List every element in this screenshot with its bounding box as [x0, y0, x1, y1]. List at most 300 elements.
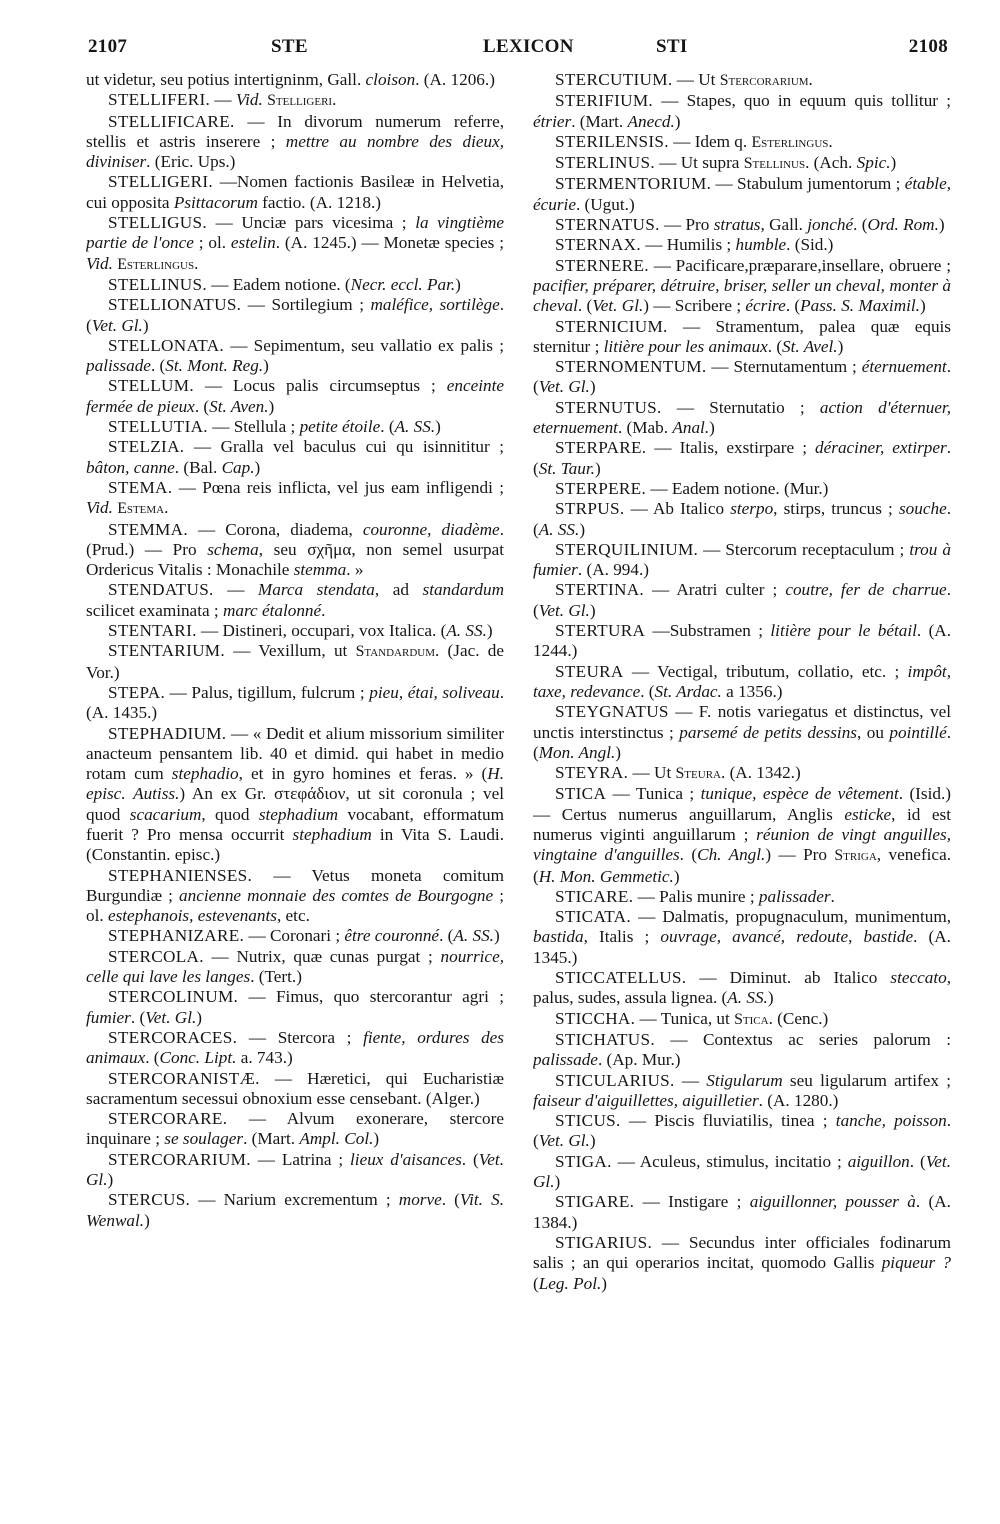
entry-text: . (: [785, 296, 801, 316]
entry-text: — Vexillum, ut: [224, 641, 356, 661]
italic-gloss: Psittacorum: [173, 192, 258, 212]
entry-text: . (: [441, 1190, 460, 1210]
dictionary-entry: [86, 580, 504, 621]
dictionary-entry: [533, 907, 951, 968]
italic-gloss: stephadio: [171, 764, 239, 784]
entry-text: — Unciæ pars vicesima ;: [206, 213, 416, 233]
entry-text: ): [142, 315, 149, 335]
entry-text: scilicet examinata ;: [86, 600, 223, 620]
entry-text: —: [210, 90, 236, 110]
entry-text: . (: [130, 1007, 146, 1027]
italic-gloss: litière pour les animaux: [603, 336, 768, 356]
entry-text: —: [213, 580, 258, 600]
headword: STERCUS.: [108, 1190, 191, 1210]
entry-text: ): [674, 111, 681, 131]
italic-gloss: estephanois, estevenants: [107, 906, 277, 926]
dictionary-entry: [533, 70, 951, 91]
headword: STELLUM.: [108, 376, 194, 396]
italic-gloss: couronne, diadème: [362, 519, 500, 539]
entry-text: — Distineri, occupari, vox Italica. (: [196, 621, 447, 641]
entry-text: — Instigare ;: [634, 1192, 750, 1212]
italic-gloss: se soulager: [164, 1129, 244, 1149]
entry-text: — Locus palis circumseptus ;: [193, 376, 447, 396]
italic-gloss: Vet. Gl.: [538, 1131, 590, 1151]
dictionary-entry: [533, 479, 951, 499]
italic-gloss: Mon. Angl.: [538, 742, 616, 762]
entry-text: — Diminut. ab Italico: [686, 968, 891, 988]
entry-text: . (Ugut.): [575, 194, 635, 214]
dictionary-entry: [86, 1150, 504, 1191]
entry-text: . (A. 1244.): [533, 621, 951, 661]
entry-text: , venefica. (: [533, 845, 951, 886]
italic-gloss: marc étalonné: [222, 600, 322, 620]
entry-text: ): [493, 926, 500, 946]
entry-text: , id est numerus viginti anguillarum ;: [533, 804, 951, 844]
entry-text: — Humilis ;: [640, 235, 736, 255]
headword: STELLUTIA.: [108, 417, 208, 437]
entry-text: . (Ap. Mur.): [597, 1050, 681, 1070]
entry-text: — Dalmatis, propugnaculum, munimentum,: [630, 907, 951, 927]
entry-text: . (: [533, 1111, 951, 1151]
italic-gloss: jonché: [807, 215, 854, 235]
italic-gloss: souche: [898, 499, 947, 519]
entry-text: a. 743.): [236, 1048, 293, 1068]
entry-text: . (Eric. Ups.): [146, 152, 236, 172]
italic-gloss: Vet. Gl.: [538, 377, 590, 397]
dictionary-entry: [533, 499, 951, 540]
italic-gloss: réunion de vingt anguilles, vingtaine d'anguilles: [533, 824, 951, 865]
dictionary-entry: [86, 437, 504, 478]
dictionary-entry: [86, 866, 504, 927]
entry-text: in Vita S. Laudi. (Constantin. episc.): [86, 824, 504, 865]
dictionary-entry: [533, 540, 951, 581]
entry-text: , seu σχῆμα, non semel usurpat Ordericus Vitalis : Monachile: [86, 539, 504, 580]
italic-gloss: Vid.: [86, 498, 113, 518]
dictionary-entry: [533, 256, 951, 317]
entry-text: . (Prud.) — Pro: [86, 519, 504, 559]
dictionary-entry: [86, 336, 504, 377]
italic-gloss: écrire: [745, 296, 786, 316]
headword: STENTARIUM.: [108, 641, 225, 661]
headword: STERCORANISTÆ.: [108, 1068, 260, 1088]
headword: STERCOLA.: [108, 946, 204, 966]
entry-text: . (Mart.: [571, 111, 628, 131]
entry-text: — Secundus inter officiales fodinarum salis ; an qui operarios incitat, quomodo Gallis: [533, 1232, 951, 1273]
entry-text: .: [321, 600, 326, 620]
italic-gloss: déraciner, extirper: [815, 438, 947, 458]
italic-gloss: palissader: [758, 886, 831, 906]
entry-text: a 1356.): [721, 681, 783, 701]
italic-gloss: Anal.: [672, 418, 710, 438]
italic-gloss: schema: [207, 539, 259, 559]
entry-text: — Corona, diadema,: [187, 519, 363, 539]
italic-gloss: litière pour le bétail: [770, 621, 917, 641]
headword: STICATA.: [555, 907, 631, 927]
entry-text: — Palus, tigillum, fulcrum ;: [165, 682, 370, 702]
entry-text: ): [890, 153, 897, 173]
italic-gloss: estelin: [230, 233, 276, 253]
entry-text: ): [373, 1129, 380, 1149]
italic-gloss: Vid.: [86, 253, 113, 273]
italic-gloss: coutre, fer de charrue: [785, 580, 947, 600]
italic-gloss: fumier: [86, 1007, 131, 1027]
italic-gloss: tunique, espèce de vêtement: [700, 784, 899, 804]
italic-gloss: humble: [735, 235, 787, 255]
entry-text: . (Cenc.): [768, 1008, 829, 1028]
entry-text: factio. (A. 1218.): [257, 192, 382, 212]
entry-text: — Alvum exonerare, stercore inquinare ;: [86, 1109, 504, 1149]
headword: STICCATELLUS.: [555, 968, 687, 988]
italic-gloss: St. Ardac.: [654, 681, 722, 701]
italic-gloss: A. SS.: [394, 417, 436, 437]
entry-text: . (: [533, 438, 951, 478]
entry-text: —: [674, 1070, 707, 1090]
entry-text: . (A. 1280.): [758, 1090, 839, 1110]
entry-text: ; ol.: [86, 885, 504, 926]
entry-text: ): [767, 988, 774, 1008]
italic-gloss: Ch. Angl.: [697, 845, 766, 865]
dictionary-entry: [86, 926, 504, 946]
italic-gloss: Necr. eccl. Par.: [350, 274, 456, 294]
headword: STERCORARIUM.: [108, 1149, 251, 1169]
entry-text: — Ut: [628, 763, 676, 783]
headword: STEPA.: [108, 682, 166, 702]
headword: STERMENTORIUM.: [555, 174, 712, 194]
entry-text: . (Bal.: [174, 457, 222, 477]
italic-gloss: Vet. Gl.: [592, 296, 644, 316]
entry-text: . (: [533, 722, 951, 762]
cross-reference: Esterlingus: [117, 255, 195, 273]
cross-reference: Stica: [734, 1010, 769, 1028]
entry-text: . (A. 1435.): [86, 682, 504, 723]
entry-text: . (: [150, 356, 166, 376]
headword: STEMMA.: [108, 519, 188, 539]
italic-gloss: Vet. Gl.: [538, 600, 590, 620]
dictionary-entry: [533, 1233, 951, 1294]
italic-gloss: palissade: [86, 356, 151, 376]
italic-gloss: H. episc. Autiss.: [86, 764, 504, 804]
italic-gloss: fiente, ordures des animaux: [86, 1027, 504, 1068]
entry-text: — Eadem notione. (: [206, 274, 351, 294]
headword: STEURA: [555, 661, 624, 681]
italic-gloss: ancienne monnaie des comtes de Bourgogne: [179, 885, 494, 905]
dictionary-entry: [86, 275, 504, 295]
dictionary-entry: [533, 580, 951, 621]
headword: STEPHANIENSES.: [108, 865, 253, 885]
right-guide-word: STI: [656, 36, 688, 57]
dictionary-entry: [86, 1109, 504, 1150]
headword: STERNAX.: [555, 235, 641, 255]
dictionary-entry: [533, 1111, 951, 1152]
entry-text: . (: [577, 296, 593, 316]
entry-text: vocabant, efformatum fuerit ? Pro mensa occurrit: [86, 804, 504, 844]
entry-text: , et in gyro homines et feras. » (: [238, 764, 488, 784]
dictionary-entry: [533, 215, 951, 235]
italic-gloss: action d'éternuer, eternuement: [533, 397, 951, 438]
entry-text: — « Dedit et alium missorium similiter anacteum pensantem lib. 40 et dimid. qui habet in medio rotam cum: [86, 723, 504, 784]
entry-text: ut videtur, seu potius intertigninm, Gall.: [86, 70, 366, 89]
entry-text: . (A. 1206.): [415, 70, 495, 89]
italic-gloss: St. Aven.: [209, 396, 269, 416]
entry-text: .: [164, 498, 169, 518]
headword: STIGARE.: [555, 1192, 635, 1212]
italic-gloss: cloison: [365, 70, 416, 89]
headword: STELLIFERI.: [108, 90, 211, 110]
italic-gloss: Vet. Gl.: [533, 1151, 951, 1192]
entry-text: — Ut: [672, 70, 720, 89]
headword: STERTURA: [555, 621, 646, 641]
dictionary-entry: [533, 763, 951, 784]
entry-text: — Hæretici, qui Eucharistiæ sacramentum secessui obnoxium esse censebant. (Alger.): [86, 1068, 504, 1108]
entry-text: .: [194, 253, 199, 273]
entry-text: — Aculeus, stimulus, incitatio ;: [611, 1151, 848, 1171]
headword: STERNICIUM.: [555, 316, 668, 336]
dictionary-entry: [533, 784, 951, 886]
right-page-number: 2108: [908, 36, 948, 57]
italic-gloss: aiguillon: [847, 1151, 910, 1171]
italic-gloss: A. SS.: [538, 519, 580, 539]
entry-text: ): [589, 600, 596, 620]
entry-text: . (: [439, 926, 454, 946]
dictionary-entry: [86, 621, 504, 641]
headword: STICA: [555, 784, 607, 804]
headword: STERPERE.: [555, 478, 647, 498]
italic-gloss: Anecd.: [627, 111, 675, 131]
entry-text: , ou: [857, 722, 890, 742]
entry-text: — Idem q.: [668, 131, 752, 151]
entry-text: . (: [533, 357, 951, 397]
dictionary-entry: [86, 1190, 504, 1231]
entry-text: — Narium excrementum ;: [190, 1190, 399, 1210]
italic-gloss: maléfice, sortilège: [370, 295, 500, 315]
entry-text: .: [828, 131, 833, 151]
entry-text: — Sortilegium ;: [241, 295, 371, 315]
headword: STERTINA.: [555, 580, 645, 600]
entry-text: — Sternutatio ;: [661, 397, 820, 417]
entry-text: ): [837, 336, 844, 356]
entry-text: . (A. 1342.): [720, 763, 801, 783]
italic-gloss: tanche, poisson: [835, 1111, 947, 1131]
entry-text: — Pacificare,præparare,insellare, obruere ;: [648, 255, 951, 275]
cross-reference: Estema: [117, 500, 165, 518]
italic-gloss: pieu, étai, soliveau: [369, 682, 500, 702]
entry-text: ): [254, 457, 261, 477]
dictionary-entry: [86, 987, 504, 1028]
headword: STELLINUS.: [108, 274, 207, 294]
entry-text: ): [589, 377, 596, 397]
italic-gloss: sterpo: [730, 499, 774, 519]
entry-text: ): [144, 1210, 150, 1230]
headword: STERNUTUS.: [555, 397, 662, 417]
headword: STEYRA.: [555, 763, 629, 783]
entry-text: ): [435, 417, 441, 437]
dictionary-entry: [86, 520, 504, 581]
italic-gloss: St. Avel.: [782, 336, 838, 356]
italic-gloss: St. Mont. Reg.: [165, 356, 264, 376]
headword: STERNERE.: [555, 255, 649, 275]
entry-text: — Aratri culter ;: [644, 580, 786, 600]
entry-text: ): [601, 1273, 608, 1293]
entry-text: — Stabulum jumentorum ;: [711, 174, 905, 194]
left-page-number: 2107: [88, 36, 128, 57]
entry-text: — Latrina ;: [250, 1149, 351, 1169]
entry-text: — Nutrix, quæ cunas purgat ;: [203, 946, 441, 966]
entry-text: . (Ach.: [805, 153, 857, 173]
italic-gloss: pacifier, préparer, détruire, briser, seller un cheval, monter à cheval: [533, 275, 951, 316]
dictionary-entry: [86, 1069, 504, 1110]
italic-gloss: stratus: [713, 215, 761, 235]
italic-gloss: A. SS.: [727, 988, 768, 1008]
italic-gloss: Vit. S. Wenwal.: [86, 1190, 504, 1230]
entry-text: . (: [767, 336, 783, 356]
entry-text: — Gralla vel baculus cui qu isinnititur ;: [184, 437, 504, 457]
entry-text: . (: [380, 417, 395, 437]
headword: STERCORARE.: [108, 1109, 228, 1129]
entry-text: ): [486, 621, 493, 641]
right-column: [533, 70, 951, 1510]
dictionary-entry: [533, 1192, 951, 1233]
entry-text: — Tunica ;: [606, 784, 701, 804]
italic-gloss: mettre au nombre des dieux, diviniser: [86, 131, 504, 172]
italic-gloss: A. SS.: [453, 926, 494, 946]
entry-text: . (: [145, 1048, 160, 1068]
cross-reference: Steura: [675, 765, 721, 783]
entry-text: ): [615, 742, 622, 762]
dictionary-entry: [86, 1028, 504, 1069]
entry-text: ) — Scribere ;: [643, 296, 746, 316]
dictionary-entry: [533, 132, 951, 153]
italic-gloss: Leg. Pol.: [538, 1273, 602, 1293]
entry-text: ): [919, 296, 926, 316]
italic-gloss: Conc. Lipt.: [159, 1048, 237, 1068]
cross-reference: Esterlingus: [751, 133, 829, 151]
headword: STERCUTIUM.: [555, 70, 673, 89]
entry-text: ): [268, 396, 275, 416]
headword: STICULARIUS.: [555, 1070, 675, 1090]
entry-text: . (: [853, 215, 868, 235]
headword: STICCHA.: [555, 1008, 636, 1028]
headword: STELLIFICARE.: [108, 111, 235, 131]
entry-text: ): [554, 1172, 561, 1192]
italic-gloss: A. SS.: [446, 621, 487, 641]
headword: STELZIA.: [108, 437, 185, 457]
italic-gloss: Vet. Gl.: [91, 315, 143, 335]
italic-gloss: stemma: [293, 560, 347, 580]
entry-text: . »: [346, 560, 364, 580]
entry-text: — In divorum numerum referre, stellis et astris inserere ;: [86, 111, 504, 151]
lexicon-title: LEXICON: [483, 36, 574, 57]
entry-text: ): [263, 356, 269, 376]
italic-gloss: Pass. S. Maximil.: [800, 296, 920, 316]
italic-gloss: steccato: [890, 968, 947, 988]
entry-text: — Piscis fluviatilis, tinea ;: [620, 1111, 836, 1131]
headword: STEMA.: [108, 477, 173, 497]
italic-gloss: Ord. Rom.: [867, 215, 939, 235]
headword: STIGA.: [555, 1151, 612, 1171]
entry-text: . (: [86, 295, 504, 335]
entry-text: — Coronari ;: [244, 926, 345, 946]
dictionary-entry: [86, 478, 504, 520]
italic-gloss: Vet. Gl.: [86, 1149, 504, 1190]
entry-text: , Gall.: [760, 215, 808, 235]
headword: STELLONATA.: [108, 335, 225, 355]
italic-gloss: Vet. Gl.: [145, 1007, 197, 1027]
headword: STENTARI.: [108, 621, 197, 641]
italic-gloss: standardum: [422, 580, 504, 600]
entry-text: ): [579, 519, 586, 539]
dictionary-entry: [86, 213, 504, 275]
entry-text: , Italis ;: [583, 927, 661, 947]
italic-gloss: trou à fumier: [533, 539, 951, 580]
italic-gloss: H. Mon. Gemmetic.: [538, 866, 674, 886]
italic-gloss: bastida: [533, 927, 584, 947]
headword: STERNATUS.: [555, 215, 660, 235]
dictionary-entry: [533, 887, 951, 907]
entry-text: (: [533, 1273, 539, 1293]
italic-gloss: enceinte fermée de pieux: [86, 376, 504, 416]
entry-text: —Nomen factionis Basileæ in Helvetia, cui opposita: [86, 172, 504, 212]
entry-text: ) — Pro: [765, 845, 835, 865]
italic-gloss: lieux d'aisances: [350, 1149, 462, 1169]
dictionary-entry: [533, 357, 951, 398]
entry-text: — Vectigal, tributum, collatio, etc. ;: [623, 661, 908, 681]
dictionary-entry: [86, 70, 504, 90]
dictionary-entry: [533, 174, 951, 215]
running-header: [88, 36, 948, 66]
entry-text: , ad: [374, 580, 423, 600]
headword: STENDATUS.: [108, 580, 214, 600]
entry-text: seu ligularum artifex ;: [782, 1070, 951, 1090]
entry-text: . (: [194, 396, 210, 416]
italic-gloss: Vid.: [235, 90, 263, 110]
entry-text: — Stellula ;: [207, 417, 300, 437]
headword: STICARE.: [555, 886, 634, 906]
dictionary-entry: [533, 317, 951, 358]
headword: STRPUS.: [555, 499, 625, 519]
entry-text: —Substramen ;: [645, 621, 771, 641]
entry-text: ): [107, 1170, 114, 1190]
dictionary-entry: [533, 702, 951, 763]
italic-gloss: pointillé: [889, 722, 947, 742]
italic-gloss: piqueur ?: [881, 1253, 951, 1273]
italic-gloss: esticke: [844, 804, 892, 824]
dictionary-entry: [533, 1030, 951, 1071]
italic-gloss: aiguillonner, pousser à: [749, 1192, 916, 1212]
dictionary-entry: [86, 112, 504, 173]
italic-gloss: Marca stendata: [257, 580, 375, 600]
italic-gloss: Stigularum: [706, 1070, 783, 1090]
entry-text: , palus, sudes, assula lignea. (: [533, 968, 951, 1008]
dictionary-entry: [86, 90, 504, 111]
headword: STEPHADIUM.: [108, 723, 227, 743]
entry-text: ): [709, 418, 715, 438]
left-column: [86, 70, 504, 1510]
cross-reference: Stellinus: [743, 155, 806, 173]
entry-text: — Tunica, ut: [635, 1008, 735, 1028]
headword: STEPHANIZARE.: [108, 926, 245, 946]
entry-text: . (A. 1245.) — Monetæ species ;: [275, 233, 504, 253]
italic-gloss: nourrice, celle qui lave les langes: [86, 946, 504, 987]
headword: STERILENSIS.: [555, 131, 669, 151]
italic-gloss: impôt, taxe, redevance: [533, 661, 951, 701]
entry-text: — Stercorum receptaculum ;: [698, 539, 910, 559]
italic-gloss: étable, écurie: [533, 174, 951, 214]
entry-text: . (: [533, 580, 951, 620]
entry-text: . (A. 1384.): [533, 1192, 951, 1232]
dictionary-entry: [533, 153, 951, 174]
entry-text: , stirps, truncus ;: [773, 499, 899, 519]
headword: STELLIGUS.: [108, 213, 207, 233]
